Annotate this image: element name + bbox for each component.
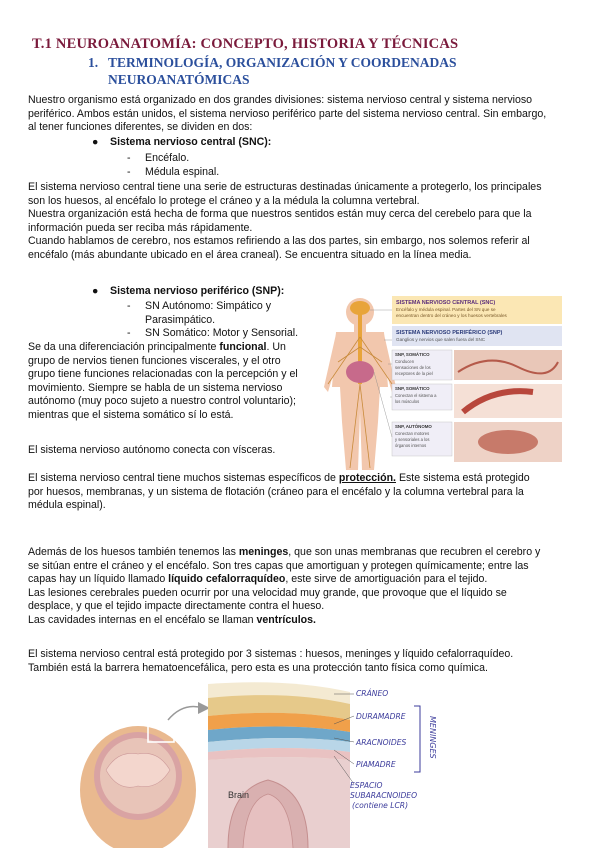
craneo-label: CRÁNEO xyxy=(356,689,389,698)
snc-heading: Sistema nervioso central (SNC): xyxy=(110,136,272,148)
text-line: periférico. Ambos están unidos, el sistema nervioso periférico parte del sistema nervioso central. Sin embargo, xyxy=(28,107,547,120)
box2-line: los músculos xyxy=(395,399,420,404)
list-item-cont: Parasimpático. xyxy=(145,313,216,326)
text-line: por huesos, membranas, y un sistema de flotación (cráneo para el encéfalo y la columna vertebral para la xyxy=(28,485,524,498)
lcr-label: (contiene LCR) xyxy=(352,801,409,810)
text-line: movimiento. Siempre se habla de un sistema nervioso xyxy=(28,381,283,394)
snp-label: SISTEMA NERVIOSO PERIFÉRICO (SNP) xyxy=(396,330,503,336)
text-line: médula espinal). xyxy=(28,499,106,512)
text-line: son los huesos, al encéfalo lo protege el cráneo y a la médula la columna vertebral. xyxy=(28,194,420,207)
snp-list xyxy=(127,300,298,341)
box3-line: Conectan motores xyxy=(395,431,430,436)
organ-icon xyxy=(478,430,538,454)
brain-label: Brain xyxy=(228,790,250,800)
text-line: Nuestro organismo está organizado en dos grandes divisiones: sistema nervioso central y sistema nervioso xyxy=(28,94,533,106)
section-heading xyxy=(88,54,518,88)
snp-paragraph xyxy=(28,341,318,423)
section-title-line2: NEUROANATÓMICAS xyxy=(108,72,250,87)
list-item: - Médula espinal. xyxy=(127,165,220,178)
meninges-paragraph xyxy=(28,546,578,628)
viscera-shape xyxy=(346,361,374,383)
text-line: El sistema nervioso central está protegido por 3 sistemas : huesos, meninges y líquido cefalorraquídeo. xyxy=(28,648,514,660)
snc-desc-2: encuentran dentro del cráneo y los huesos vertebrales xyxy=(396,313,507,318)
bold-term: líquido cefalorraquídeo xyxy=(168,573,286,586)
snc-paragraph xyxy=(28,181,578,263)
box3-line: y sensoriales a los xyxy=(395,437,430,442)
bullet-icon: ● xyxy=(92,136,99,148)
aracnoides-label: ARACNOIDES xyxy=(356,738,407,747)
bold-term: ventrículos. xyxy=(256,613,316,626)
text-line: al tener funciones diferentes, se dividen en dos: xyxy=(28,121,253,134)
box1-line: sensaciones de los xyxy=(395,365,431,370)
bold-term: funcional xyxy=(219,341,267,353)
text-line: Las lesiones cerebrales pueden ocurrir por una velocidad muy grande, que provoque que el líquido se xyxy=(28,586,507,599)
text-line: Las cavidades internas en el encéfalo se llaman ventrículos. xyxy=(28,613,316,626)
list-item: - SN Somático: Motor y Sensorial. xyxy=(127,327,299,340)
list-item: - Encéfalo. xyxy=(127,152,190,164)
bullet-icon: ● xyxy=(92,285,99,297)
box1-line: receptores de la piel xyxy=(395,371,433,376)
snp-desc: Ganglios y nervios que salen fuera del SNC xyxy=(396,337,486,342)
text-line: También está la barrera hematoencefálica, pero esta es una protección tanto física como química. xyxy=(28,661,488,674)
box1-title: SNP, SOMÁTICO xyxy=(395,352,430,357)
snc-label: SISTEMA NERVIOSO CENTRAL (SNC) xyxy=(396,300,496,306)
text-line: capas hay un líquido llamado líquido cefalorraquídeo, este sirve de amortiguación para el tejido. xyxy=(28,573,488,586)
page-title: T.1 NEUROANATOMÍA: CONCEPTO, HISTORIA Y TÉCNICAS xyxy=(32,36,459,52)
text-line: mientras que el sistema somático sí lo está. xyxy=(28,408,234,421)
text-line: El sistema nervioso central tiene una serie de estructuras destinadas únicamente a protegerlo, los principales xyxy=(28,181,542,193)
bold-term: protección. xyxy=(338,472,396,484)
text-line: Además de los huesos también tenemos las meninges, que son unas membranas que recubren el cerebro y xyxy=(28,546,541,558)
text-line: encéfalo (más abundante ubicado en el área craneal). Se encuentra situado en la línea media. xyxy=(28,248,472,261)
box2-line: Conectan el sistema a xyxy=(395,393,437,398)
text-line: El sistema nervioso central tiene muchos sistemas específicos de protección. Este sistema está protegido xyxy=(28,472,530,484)
duramadre-label: DURAMADRE xyxy=(356,712,406,721)
snp-label-box xyxy=(392,326,562,346)
text-line: Cuando hablamos de cerebro, nos estamos refiriendo a las dos partes, sin embargo, nos solemos referir al xyxy=(28,235,530,248)
box3-line: órganos internos xyxy=(395,443,427,448)
nervous-system-figure xyxy=(318,292,568,472)
text-line: se sitúan entre el cráneo y el encéfalo. Son tres capas que amortiguan y protegen químicamente; entre las xyxy=(28,559,529,572)
box3-title: SNP, AUTÓNOMO xyxy=(395,424,432,429)
proteccion-paragraph xyxy=(28,472,578,513)
piamadre-label: PIAMADRE xyxy=(356,760,396,769)
snc-bullet xyxy=(92,136,271,150)
list-item: - SN Autónomo: Simpático y xyxy=(127,300,272,312)
bold-term: meninges xyxy=(238,546,289,558)
text-line: Se da una diferenciación principalmente funcional. Un xyxy=(28,341,286,353)
snc-desc-1: Encéfalo y médula espinal. Partes del SN que se xyxy=(396,307,496,312)
section-number: 1. xyxy=(88,55,99,70)
subaracnoideo-label: SUBARACNOIDEO xyxy=(350,791,418,800)
meninges-label: MENINGES xyxy=(428,716,437,759)
sistemas-paragraph xyxy=(28,648,578,675)
text-line: grupo tiene funciones relacionadas con la percepción y el xyxy=(28,368,298,381)
text-line: autónomo (muy poco sujeto a nuestro control voluntario); xyxy=(28,395,296,408)
snp-heading: Sistema nervioso periférico (SNP): xyxy=(110,285,285,297)
cross-section xyxy=(208,682,350,848)
brain-shape xyxy=(350,301,370,315)
text-line: desplace, y que el tejido impacte directamente contra el hueso. xyxy=(28,600,325,613)
intro-paragraph xyxy=(28,94,576,135)
text-line: información pueda ser reciba más rápidamente. xyxy=(28,221,253,234)
text-line: grupo de nervios tienen funciones viscerales, y el otro xyxy=(28,354,281,367)
espacio-label: ESPACIO xyxy=(350,781,383,790)
snp-bullet xyxy=(92,285,284,299)
box2-title: SNP, SOMÁTICO xyxy=(395,386,430,391)
section-title-line1: TERMINOLOGÍA, ORGANIZACIÓN Y COORDENADAS xyxy=(108,55,457,70)
snc-list xyxy=(127,152,219,179)
text-line: Nuestra organización está hecha de forma que nuestros sentidos están muy cerca del cerebelo para que la xyxy=(28,208,532,221)
box1-line: Conducen xyxy=(395,359,415,364)
visceras-line: El sistema nervioso autónomo conecta con vísceras. xyxy=(28,444,276,456)
meninges-figure xyxy=(78,680,478,848)
